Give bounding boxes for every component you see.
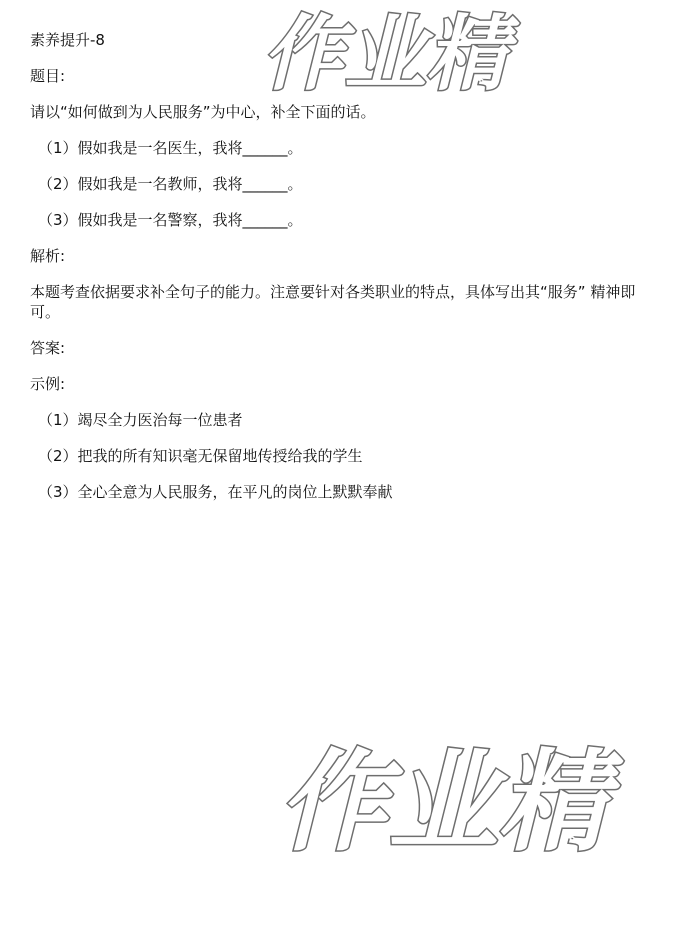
- watermark-bottom: [272, 728, 690, 858]
- doc-title: 素养提升-8: [30, 31, 105, 49]
- analysis-label: 解析:: [30, 247, 66, 265]
- watermark-top: [258, 0, 690, 100]
- analysis-text: 本题考查依据要求补全句子的能力。注意要针对各类职业的特点，具体写出其“服务” 精神即可。: [30, 283, 636, 321]
- example-label: 示例:: [30, 375, 66, 393]
- answer-item-2: （2）把我的所有知识毫无保留地传授给我的学生: [38, 447, 363, 465]
- blank-item-2: （2）假如我是一名教师，我将______。: [38, 175, 303, 193]
- blank-item-3: （3）假如我是一名警察，我将______。: [38, 211, 303, 229]
- answer-item-1: （1）竭尽全力医治每一位患者: [38, 411, 243, 429]
- blank-item-1: （1）假如我是一名医生，我将______。: [38, 139, 303, 157]
- question-stem: 请以“如何做到为人民服务”为中心，补全下面的话。: [30, 103, 376, 121]
- question-label: 题目:: [30, 67, 66, 85]
- watermark-bottom-text: 作业精: [278, 738, 608, 858]
- answer-item-3: （3）全心全意为人民服务，在平凡的岗位上默默奉献: [38, 483, 393, 501]
- watermark-top-text: 作业精: [262, 7, 508, 100]
- answer-label: 答案:: [30, 339, 66, 357]
